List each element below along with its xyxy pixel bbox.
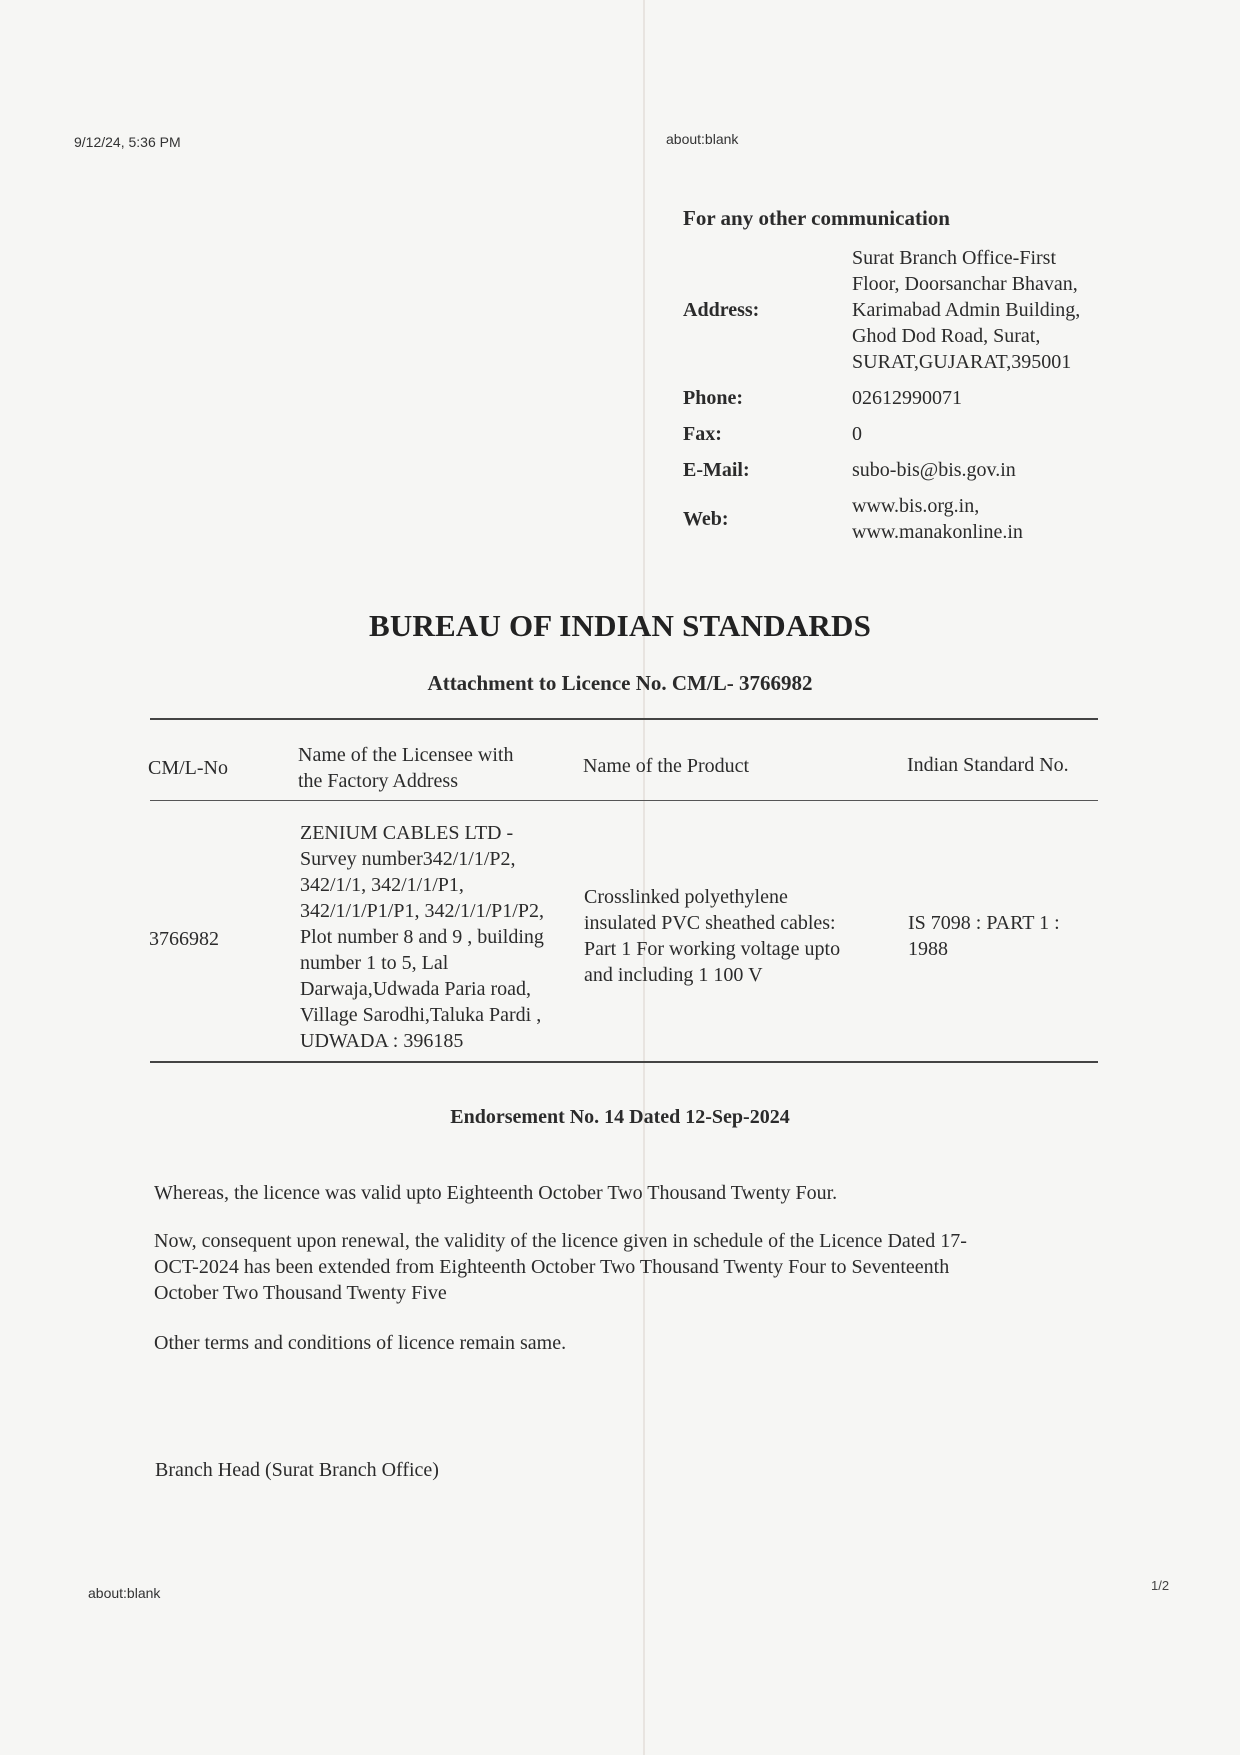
cell-cml-no: 3766982	[149, 928, 219, 950]
cell-product	[584, 884, 840, 988]
renewal-line: OCT-2024 has been extended from Eighteenth October Two Thousand Twenty Four to Seventeenth	[154, 1256, 950, 1278]
scan-fold-line	[643, 0, 645, 1755]
web-value	[852, 493, 1143, 545]
licensee-line: Village Sarodhi,Taluka Pardi ,	[300, 1004, 542, 1026]
web-line: www.manakonline.in	[852, 521, 1023, 543]
email-label: E-Mail:	[683, 459, 750, 481]
header-product: Name of the Product	[583, 755, 750, 777]
licensee-line: number 1 to 5, Lal	[300, 952, 449, 974]
licensee-line: 342/1/1/P1/P1, 342/1/1/P1/P2,	[300, 900, 544, 922]
web-label: Web:	[683, 508, 729, 530]
endorsement-heading: Endorsement No. 14 Dated 12-Sep-2024	[450, 1106, 790, 1128]
licensee-line: Plot number 8 and 9 , building	[300, 926, 544, 948]
footer-page-number: 1/2	[1151, 1578, 1170, 1593]
header-licensee	[298, 742, 513, 794]
contact-web-row	[683, 493, 1143, 545]
header-cml-no: CM/L-No	[148, 757, 228, 779]
table-header-rule	[150, 800, 1098, 801]
email-value: subo-bis@bis.gov.in	[852, 459, 1016, 481]
licensee-line: UDWADA : 396185	[300, 1030, 464, 1052]
cell-licensee	[300, 820, 544, 1054]
print-datetime: 9/12/24, 5:36 PM	[74, 134, 181, 150]
header-licensee-line: Name of the Licensee with	[298, 744, 514, 766]
header-standard: Indian Standard No.	[907, 754, 1069, 776]
product-line: and including 1 100 V	[584, 964, 763, 986]
product-line: insulated PVC sheathed cables:	[584, 912, 836, 934]
contact-fax-row	[683, 421, 1143, 447]
contact-email-row	[683, 457, 1143, 483]
web-line: www.bis.org.in,	[852, 495, 980, 517]
paragraph-terms: Other terms and conditions of licence remain same.	[154, 1332, 567, 1354]
address-line: Floor, Doorsanchar Bhavan,	[852, 273, 1078, 295]
contact-block	[683, 206, 1143, 555]
licensee-line: Darwaja,Udwada Paria road,	[300, 978, 532, 1000]
table-bottom-rule	[150, 1061, 1098, 1063]
fax-value: 0	[852, 423, 862, 445]
cell-standard	[908, 910, 1060, 962]
page-title: BUREAU OF INDIAN STANDARDS	[368, 608, 872, 643]
product-line: Part 1 For working voltage upto	[584, 938, 841, 960]
phone-value: 02612990071	[852, 387, 962, 409]
contact-address-row	[683, 245, 1143, 375]
address-value	[852, 245, 1143, 375]
product-line: Crosslinked polyethylene	[584, 886, 788, 908]
paragraph-validity: Whereas, the licence was valid upto Eighteenth October Two Thousand Twenty Four.	[154, 1182, 838, 1204]
header-licensee-line: the Factory Address	[298, 770, 458, 792]
signature-line: Branch Head (Surat Branch Office)	[155, 1459, 439, 1481]
address-line: Surat Branch Office-First	[852, 247, 1057, 269]
renewal-line: October Two Thousand Twenty Five	[154, 1282, 447, 1304]
address-line: Karimabad Admin Building,	[852, 299, 1081, 321]
paragraph-renewal	[154, 1228, 1114, 1306]
table-top-rule	[150, 718, 1098, 720]
fax-label: Fax:	[683, 423, 722, 445]
contact-title: For any other communication	[683, 206, 950, 230]
licensee-line: 342/1/1, 342/1/1/P1,	[300, 874, 464, 896]
address-line: Ghod Dod Road, Surat,	[852, 325, 1041, 347]
standard-line: 1988	[908, 938, 948, 960]
renewal-line: Now, consequent upon renewal, the validity of the licence given in schedule of the Licence Dated 17-	[154, 1230, 967, 1252]
footer-url: about:blank	[88, 1585, 161, 1601]
standard-line: IS 7098 : PART 1 :	[908, 912, 1060, 934]
licensee-line: Survey number342/1/1/P2,	[300, 848, 516, 870]
address-label: Address:	[683, 299, 760, 321]
print-url: about:blank	[666, 131, 739, 147]
licensee-line: ZENIUM CABLES LTD -	[300, 822, 514, 844]
address-line: SURAT,GUJARAT,395001	[852, 351, 1072, 373]
phone-label: Phone:	[683, 387, 743, 409]
licence-subtitle: Attachment to Licence No. CM/L- 3766982	[427, 671, 813, 695]
contact-phone-row	[683, 385, 1143, 411]
